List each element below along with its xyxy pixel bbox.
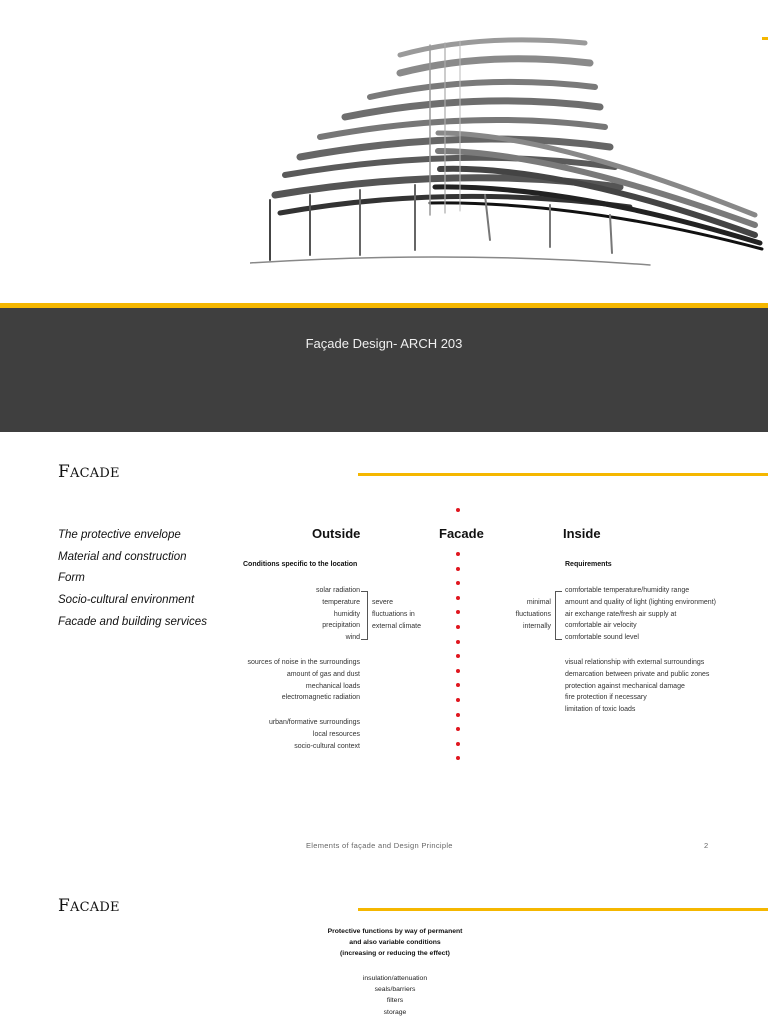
effect-line: internally [522,622,551,630]
list-item: Socio-cultural environment [58,594,195,607]
list-item: Facade and building services [58,615,207,628]
topic-list [58,525,207,634]
facade-dot [456,610,460,614]
requirement: comfortable air velocity [565,622,637,630]
title-initial: F [58,462,70,482]
accent-mark [762,37,768,40]
list-item: storage [383,1008,407,1016]
facade-dot [456,654,460,658]
effect-line: severe [372,599,394,606]
factor: electromagnetic radiation [281,694,360,702]
protective-functions-heading [290,926,500,960]
outside-context-factors [200,717,360,752]
effect-line: fluctuations in [372,610,415,618]
factor: humidity [333,610,360,618]
outside-bracket [361,591,368,640]
inside-bracket [555,591,562,640]
outside-heading: Outside [312,526,361,541]
facade-dot [456,756,460,760]
factor: precipitation [322,622,360,630]
course-title: Façade Design- ARCH 203 [305,336,463,351]
facade-dot [456,552,460,556]
protective-functions-list [290,973,500,1018]
list-item: filters [386,997,404,1005]
title-rest: ACADE [70,900,120,915]
title-rest: ACADE [70,466,120,481]
facade-dot [456,683,460,687]
heading-line: and also variable conditions [349,939,441,947]
facade-dot [456,698,460,702]
facade-dot [456,727,460,731]
title-initial: F [58,896,70,916]
facade-dot [456,625,460,629]
inside-heading: Inside [563,526,601,541]
facade-dot [456,508,460,512]
facade-dot [456,713,460,717]
factor: amount of gas and dust [286,670,360,678]
factor: solar radiation [316,587,360,594]
requirement: limitation of toxic loads [565,706,636,714]
title-underline [358,908,768,911]
inside-subheading: Requirements [565,561,612,568]
heading-line: (increasing or reducing the effect) [340,950,450,958]
facade-dot [456,567,460,571]
list-item: insulation/attenuation [362,975,428,982]
factor: urban/formative surroundings [268,719,360,726]
factor: sources of noise in the surroundings [247,659,360,666]
outside-environment-factors [200,657,360,704]
requirement: visual relationship with external surroundings [565,659,705,666]
inside-requirements [565,585,716,644]
requirement: comfortable sound level [565,634,639,642]
facade-dot [456,669,460,673]
facade-dot [456,596,460,600]
outside-climate-factors [250,585,360,644]
heading-line: Protective functions by way of permanent [327,928,463,935]
effect-line: fluctuations [515,610,551,618]
facade-heading: Facade [439,526,484,541]
outside-climate-effect [372,597,421,632]
effect-line: external climate [372,622,422,630]
factor: socio-cultural context [294,742,360,750]
list-item: Material and construction [58,550,187,563]
effect-line: minimal [526,599,551,606]
title-band [0,308,768,432]
list-item: Form [58,572,85,585]
factor: temperature [322,598,360,606]
page-number: 2 [704,841,709,850]
requirement: comfortable temperature/humidity range [565,587,690,594]
requirement: protection against mechanical damage [565,682,685,690]
list-item: seals/barriers [374,986,416,994]
factor: local resources [312,730,360,738]
requirement: fire protection if necessary [565,694,647,702]
factor: mechanical loads [305,682,360,690]
requirement: demarcation between private and public zones [565,670,710,678]
factor: wind [345,634,360,642]
list-item: The protective envelope [58,529,181,541]
inside-effect [500,597,551,632]
facade-dot [456,581,460,585]
inside-protections [565,657,709,716]
requirement: amount and quality of light (lighting environment) [565,598,716,606]
requirement: air exchange rate/fresh air supply at [565,610,677,618]
facade-dot [456,640,460,644]
slide-title [58,462,120,482]
slide-footer: Elements of façade and Design Principle [306,841,453,850]
outside-subheading: Conditions specific to the location [243,561,358,568]
slide-title [58,896,120,916]
title-underline [358,473,768,476]
building-sketch-image [250,25,765,280]
facade-dot [456,742,460,746]
